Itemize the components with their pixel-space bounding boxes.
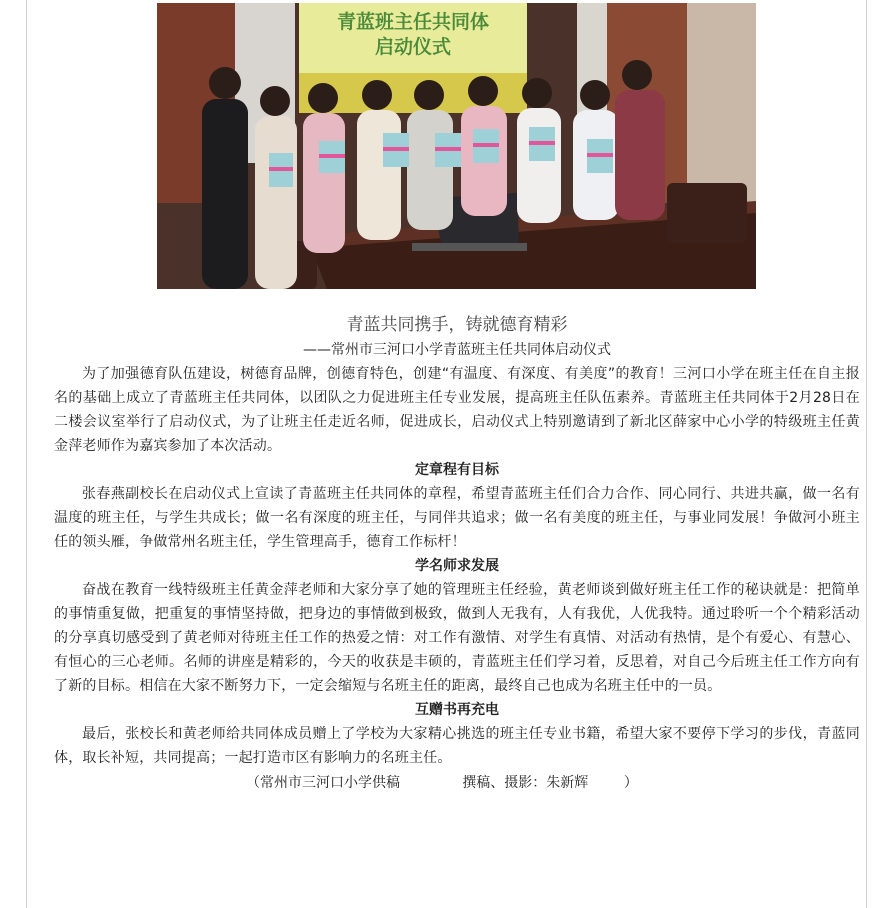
article-title: 青蓝共同携手，铸就德育精彩	[346, 315, 568, 335]
section-heading-books: 互赠书再充电	[415, 702, 499, 718]
article	[54, 312, 860, 796]
section-body-mentor: 奋战在教育一线特级班主任黄金萍老师和大家分享了她的管理班主任经验，黄老师谈到做好班主任工作的秘诀就是：把简单的事情重复做，把重复的事情坚持做，把身边的事情做到极致，做到人无我有，人有我优，人优我特。通过聆听一个个精彩活动的分享真切感受到了黄老师对待班主任工作的热爱之情：对工作有激情、对学生有真情、对活动有热情，是个有爱心、有慧心、有恒心的三心老师。名师的讲座是精彩的，今天的收获是丰硕的，青蓝班主任们学习着，反思着，对自己今后班主任工作方向有了新的目标。相信在大家不断努力下，一定会缩短与名班主任的距离，最终自己也成为名班主任中的一员。	[54, 582, 860, 694]
page-border-left	[26, 0, 27, 908]
section-body-charter: 张春燕副校长在启动仪式上宣读了青蓝班主任共同体的章程，希望青蓝班主任们合力合作、同心同行、共进共赢，做一名有温度的班主任，与学生共成长；做一名有深度的班主任，与同伴共追求；做一名有美度的班主任，与事业同发展！争做河小班主任的领头雁，争做常州名班主任，学生管理高手，德育工作标杆！	[54, 486, 860, 550]
screen-title-line1: 青蓝班主任共同体	[336, 11, 490, 33]
section-heading-mentor: 学名师求发展	[415, 558, 499, 574]
section-body-books: 最后，张校长和黄老师给共同体成员赠上了学校为大家精心挑选的班主任专业书籍，希望大家不要停下学习的步伐，青蓝同体，取长补短，共同提高；一起打造市区有影响力的名班主任。	[54, 726, 860, 766]
group-photo	[157, 3, 756, 289]
intro-paragraph: 为了加强德育队伍建设，树德育品牌，创德育特色，创建“有温度、有深度、有美度”的教育！三河口小学在班主任在自主报名的基础上成立了青蓝班主任共同体，以团队之力促进班主任专业发展，提高班主任队伍素养。青蓝班主任共同体于2月28日在二楼会议室举行了启动仪式，为了让班主任走近名师，促进成长，启动仪式上特别邀请到了新北区薛家中心小学的特级班主任黄金萍老师作为嘉宾参加了本次活动。	[54, 366, 860, 454]
section-heading-charter: 定章程有目标	[415, 462, 499, 478]
screen-title-line2: 启动仪式	[374, 36, 452, 58]
page-border-right	[866, 0, 867, 908]
article-credit: （常州市三河口小学供稿 撰稿、摄影：朱新辉 ）	[246, 775, 638, 791]
article-subtitle: ——常州市三河口小学青蓝班主任共同体启动仪式	[303, 342, 611, 358]
